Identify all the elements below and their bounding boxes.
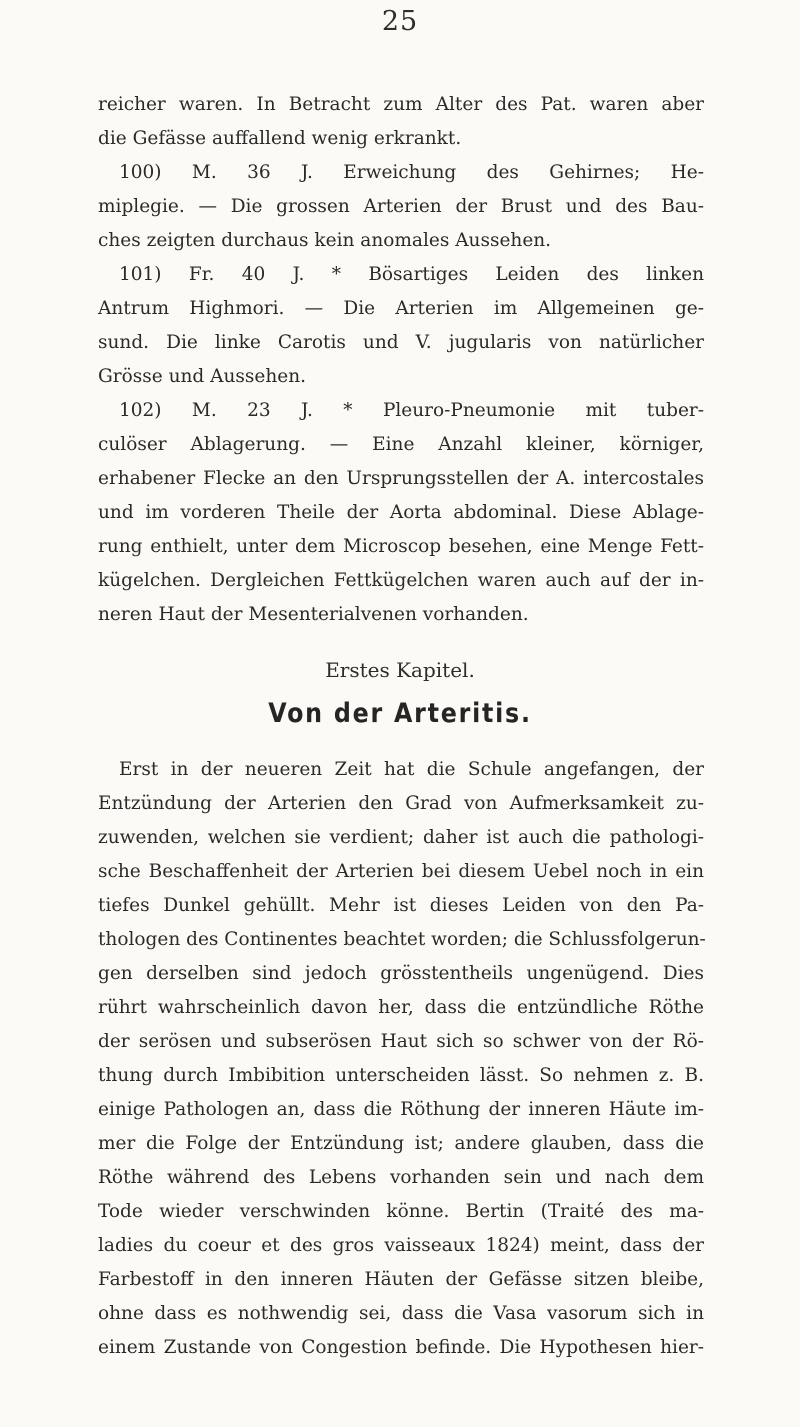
case-101-heading-line: 101) Fr. 40 J. * Bösartiges Leiden des linken	[119, 264, 704, 285]
text-line: die Gefässe auffallend wenig erkrankt.	[98, 128, 462, 149]
text-line: einige Pathologen an, dass die Röthung der inneren Häute im-	[98, 1099, 704, 1120]
text-line: miplegie. — Die grossen Arterien der Brust und des Bau-	[98, 196, 704, 217]
text-line: reicher waren. In Betracht zum Alter des Pat. waren aber	[98, 94, 704, 115]
text-line: Antrum Highmori. — Die Arterien im Allgemeinen ge-	[98, 298, 704, 319]
text-line: thung durch Imbibition unterscheiden lässt. So nehmen z. B.	[98, 1065, 704, 1086]
case-100-heading-line: 100) M. 36 J. Erweichung des Gehirnes; He-	[119, 162, 704, 183]
text-line: ohne dass es nothwendig sei, dass die Vasa vasorum sich in	[98, 1303, 704, 1324]
text-line: ladies du coeur et des gros vaisseaux 1824) meint, dass der	[98, 1235, 704, 1256]
text-line: Farbestoff in den inneren Häuten der Gefässe sitzen bleibe,	[98, 1269, 704, 1290]
text-line: zuwenden, welchen sie verdient; daher ist auch die pathologi-	[98, 827, 704, 848]
chapter-body-text	[98, 753, 704, 1365]
text-line: rung enthielt, unter dem Microscop besehen, eine Menge Fett-	[98, 536, 704, 557]
text-line: rührt wahrscheinlich davon her, dass die entzündliche Röthe	[98, 997, 704, 1018]
text-line: gen derselben sind jedoch grösstentheils ungenügend. Dies	[98, 963, 704, 984]
case-102-heading-line: 102) M. 23 J. * Pleuro-Pneumonie mit tuber-	[119, 400, 704, 421]
text-line: tiefes Dunkel gehüllt. Mehr ist dieses Leiden von den Pa-	[98, 895, 704, 916]
text-line: culöser Ablagerung. — Eine Anzahl kleiner, körniger,	[98, 434, 704, 455]
page-number: 25	[381, 6, 419, 37]
text-line: neren Haut der Mesenterialvenen vorhanden.	[98, 604, 529, 625]
text-line: erhabener Flecke an den Ursprungsstellen der A. intercostales	[98, 468, 704, 489]
text-line: der serösen und subserösen Haut sich so schwer von der Rö-	[98, 1031, 704, 1052]
chapter-title: Von der Arteritis.	[268, 698, 532, 729]
text-line: sche Beschaffenheit der Arterien bei diesem Uebel noch in ein	[98, 861, 704, 882]
text-line: Entzündung der Arterien den Grad von Aufmerksamkeit zu-	[98, 793, 704, 814]
text-line: und im vorderen Theile der Aorta abdominal. Diese Ablage-	[98, 502, 704, 523]
text-line: mer die Folge der Entzündung ist; andere glauben, dass die	[98, 1133, 704, 1154]
text-line: Tode wieder verschwinden könne. Bertin (Traité des ma-	[98, 1201, 704, 1222]
text-line: einem Zustande von Congestion befinde. Die Hypothesen hier-	[98, 1337, 704, 1358]
text-line: thologen des Continentes beachtet worden; die Schlussfolgerun-	[98, 929, 706, 950]
text-line: ches zeigten durchaus kein anomales Aussehen.	[98, 230, 552, 251]
text-line: sund. Die linke Carotis und V. jugularis von natürlicher	[98, 332, 704, 353]
text-line: kügelchen. Dergleichen Fettkügelchen waren auch auf der in-	[98, 570, 704, 591]
text-line: Grösse und Aussehen.	[98, 366, 306, 387]
case-reports-text	[98, 88, 704, 632]
text-line: Erst in der neueren Zeit hat die Schule angefangen, der	[119, 759, 704, 780]
chapter-label: Erstes Kapitel.	[325, 658, 475, 682]
text-line: Röthe während des Lebens vorhanden sein und nach dem	[98, 1167, 704, 1188]
